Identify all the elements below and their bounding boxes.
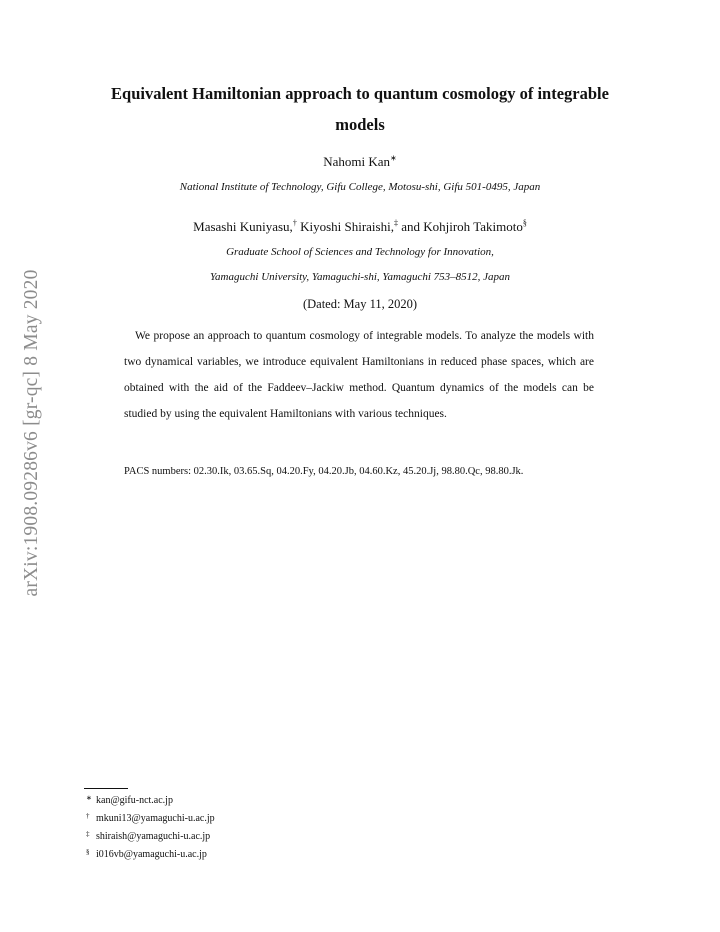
- footnote-mark: †: [86, 812, 90, 820]
- author-name: Masashi Kuniyasu,: [193, 219, 293, 234]
- footnote-mark: ‡: [86, 830, 90, 838]
- footnote-mark: §: [86, 848, 90, 856]
- paper-title: Equivalent Hamiltonian approach to quantum cosmology of integrable models: [111, 84, 609, 134]
- author-name: and Kohjiroh Takimoto: [401, 219, 523, 234]
- footnote-mark: §: [522, 218, 527, 228]
- footnote-email: i016vb@yamaguchi-u.ac.jp: [96, 849, 207, 860]
- abstract-text: We propose an approach to quantum cosmology of integrable models. To analyze the models with two dynamical variables, we introduce equivalent Hamiltonians in reduced phase spaces, which are obtained with the aid of the Faddeev–Jackiw method. Quantum dynamics of the models can be studied by using the equivalent Hamiltonians with various techniques.: [124, 330, 594, 420]
- pacs-numbers: PACS numbers: 02.30.Ik, 03.65.Sq, 04.20.Fy, 04.20.Jb, 04.60.Kz, 45.20.Jj, 98.80.Qc, 98.80.Jk.: [124, 466, 524, 477]
- footnote-email: mkuni13@yamaguchi-u.ac.jp: [96, 813, 215, 824]
- author-name: Nahomi Kan: [323, 154, 391, 169]
- author-name: Kiyoshi Shiraishi,: [300, 219, 394, 234]
- abstract: [124, 323, 594, 427]
- footnote: [86, 828, 215, 846]
- dated-line: (Dated: May 11, 2020): [302, 297, 418, 311]
- affiliation-2-line-1: Graduate School of Sciences and Technology for Innovation,: [226, 246, 494, 258]
- footnote-email: shiraish@yamaguchi-u.ac.jp: [96, 831, 211, 842]
- author-line-2: [100, 219, 620, 235]
- author-line-1: [100, 154, 620, 170]
- affiliation-1: National Institute of Technology, Gifu College, Motosu-shi, Gifu 501-0495, Japan: [179, 181, 541, 193]
- footnote-mark: ‡: [393, 218, 398, 228]
- footnote-mark: ∗: [86, 794, 92, 802]
- footnote: [86, 810, 215, 828]
- footnote-email: kan@gifu-nct.ac.jp: [96, 795, 173, 806]
- footnote-mark: †: [292, 218, 297, 228]
- footnote: [86, 846, 215, 864]
- arxiv-identifier: arXiv:1908.09286v6 [gr-qc] 8 May 2020: [21, 268, 42, 597]
- footnote-mark: ∗: [390, 153, 397, 163]
- arxiv-sidebar-stamp: [20, 230, 44, 635]
- affiliation-2-line-2: Yamaguchi University, Yamaguchi-shi, Yamaguchi 753–8512, Japan: [209, 271, 511, 283]
- footnote: [86, 792, 215, 810]
- footnotes: [86, 792, 215, 864]
- footnote-divider: [84, 788, 128, 789]
